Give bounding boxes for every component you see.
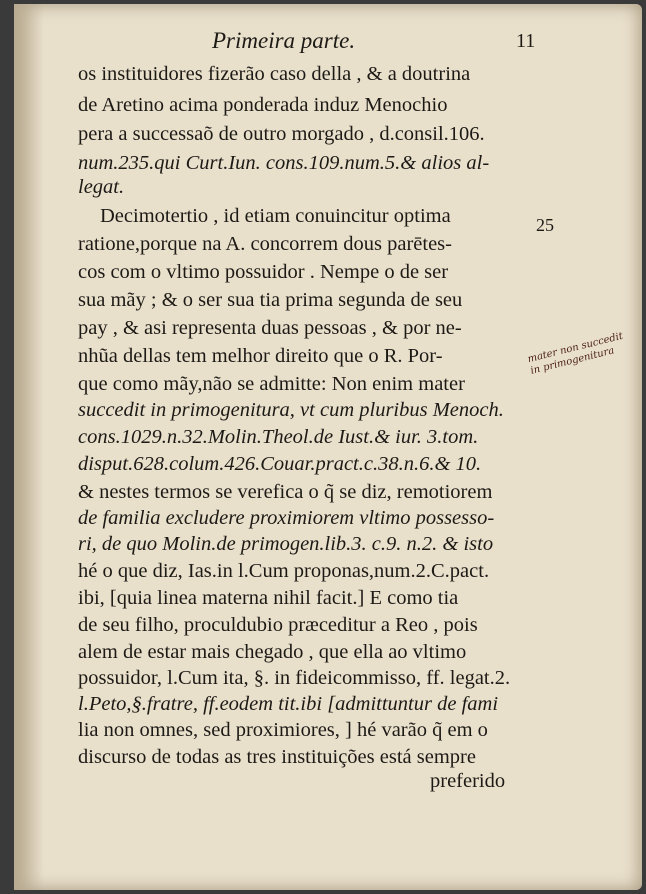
text-line: de familia excludere proximiorem vltimo possesso- bbox=[78, 507, 495, 529]
text-line: ibi, [quia linea materna nihil facit.] E como tia bbox=[78, 587, 459, 609]
page-gutter bbox=[14, 4, 44, 890]
handwritten-annotation: mater non succedit in primogenitura bbox=[526, 330, 625, 377]
text-line: & nestes termos se verefica o q̃ se diz, remotiorem bbox=[78, 481, 493, 503]
text-line: sua mãy ; & o ser sua tia prima segunda de seu bbox=[78, 289, 463, 311]
text-line: nhũa dellas tem melhor direito que o R. Por- bbox=[78, 345, 443, 367]
text-line: pay , & asi representa duas pessoas , & por ne- bbox=[78, 317, 462, 339]
text-line: succedit in primogenitura, vt cum pluribus Menoch. bbox=[78, 399, 504, 421]
text-line: de seu filho, proculdubio præceditur a Reo , pois bbox=[78, 614, 478, 636]
text-line: legat. bbox=[78, 176, 125, 198]
text-line: de Aretino acima ponderada induz Menochio bbox=[78, 94, 448, 116]
text-line: l.Peto,§.fratre, ff.eodem tit.ibi [admittuntur de fami bbox=[78, 693, 499, 715]
text-line: disput.628.colum.426.Couar.pract.c.38.n.6.& 10. bbox=[78, 453, 482, 475]
text-line: ratione,porque na A. concorrem dous parētes- bbox=[78, 233, 452, 255]
text-line: Decimotertio , id etiam conuincitur optima bbox=[100, 205, 451, 227]
catchword: preferido bbox=[430, 770, 506, 792]
page-number: 11 bbox=[516, 30, 536, 52]
text-line: lia non omnes, sed proximiores, ] hé varão q̃ em o bbox=[78, 719, 488, 741]
text-line: ri, de quo Molin.de primogen.lib.3. c.9. n.2. & isto bbox=[78, 533, 494, 555]
text-line: cons.1029.n.32.Molin.Theol.de Iust.& iur. 3.tom. bbox=[78, 426, 479, 448]
text-line: discurso de todas as tres instituições está sempre bbox=[78, 746, 476, 768]
text-line: os instituidores fizerão caso della , & a doutrina bbox=[78, 63, 471, 85]
text-line: cos com o vltimo possuidor . Nempe o de ser bbox=[78, 261, 449, 283]
text-line: possuidor, l.Cum ita, §. in fideicommisso, ff. legat.2. bbox=[78, 667, 511, 689]
text-line: que como mãy,não se admitte: Non enim mater bbox=[78, 373, 465, 395]
text-line: pera a successaõ de outro morgado , d.consil.106. bbox=[78, 123, 485, 145]
text-line: hé o que diz, Ias.in l.Cum proponas,num.2.C.pact. bbox=[78, 560, 490, 582]
running-head: Primeira parte. bbox=[212, 28, 356, 53]
margin-number: 25 bbox=[536, 215, 554, 235]
text-line: num.235.qui Curt.Iun. cons.109.num.5.& alios al- bbox=[78, 152, 490, 174]
text-line: alem de estar mais chegado , que ella ao vltimo bbox=[78, 641, 467, 663]
